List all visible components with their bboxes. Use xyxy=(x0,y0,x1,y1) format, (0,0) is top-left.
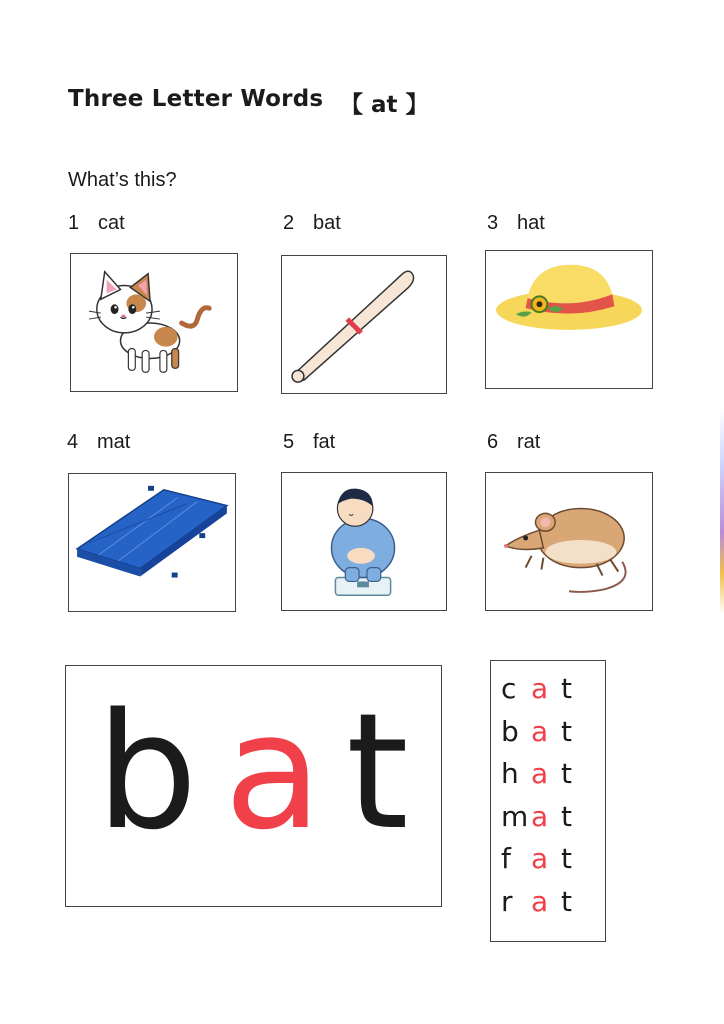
page-title: Three Letter Words xyxy=(68,86,324,112)
fat-boy-icon xyxy=(282,473,446,610)
word-list-box xyxy=(490,660,606,942)
hat-icon xyxy=(486,251,652,388)
mat-icon xyxy=(69,474,235,611)
word-list-row: h a t xyxy=(501,757,572,790)
word-list-row: r a t xyxy=(501,885,572,918)
word-list-row: b a t xyxy=(501,715,572,748)
rat-icon xyxy=(486,473,652,610)
cat-icon xyxy=(71,254,237,391)
caption-3: 3 hat xyxy=(487,212,545,234)
question-text: What’s this? xyxy=(68,169,177,191)
word-list-row: c a t xyxy=(501,672,572,705)
picture-box-5 xyxy=(281,472,447,611)
big-word-box xyxy=(65,665,442,907)
big-letter-1: b xyxy=(96,678,198,865)
word-list-row: f a t xyxy=(501,842,572,875)
bat-icon xyxy=(282,256,446,393)
big-letter-3: t xyxy=(346,678,409,865)
word-list-row: ma t xyxy=(501,800,572,833)
caption-6: 6 rat xyxy=(487,431,541,453)
picture-box-2 xyxy=(281,255,447,394)
word-family-label: 【 at 】 xyxy=(340,92,429,118)
picture-box-3 xyxy=(485,250,653,389)
big-letter-2: a xyxy=(224,678,323,865)
caption-5: 5 fat xyxy=(283,431,336,453)
caption-1: 1 cat xyxy=(68,212,125,234)
caption-4: 4 mat xyxy=(67,431,131,453)
picture-box-6 xyxy=(485,472,653,611)
picture-box-4 xyxy=(68,473,236,612)
caption-2: 2 bat xyxy=(283,212,341,234)
scan-edge xyxy=(720,0,724,1024)
picture-box-1 xyxy=(70,253,238,392)
